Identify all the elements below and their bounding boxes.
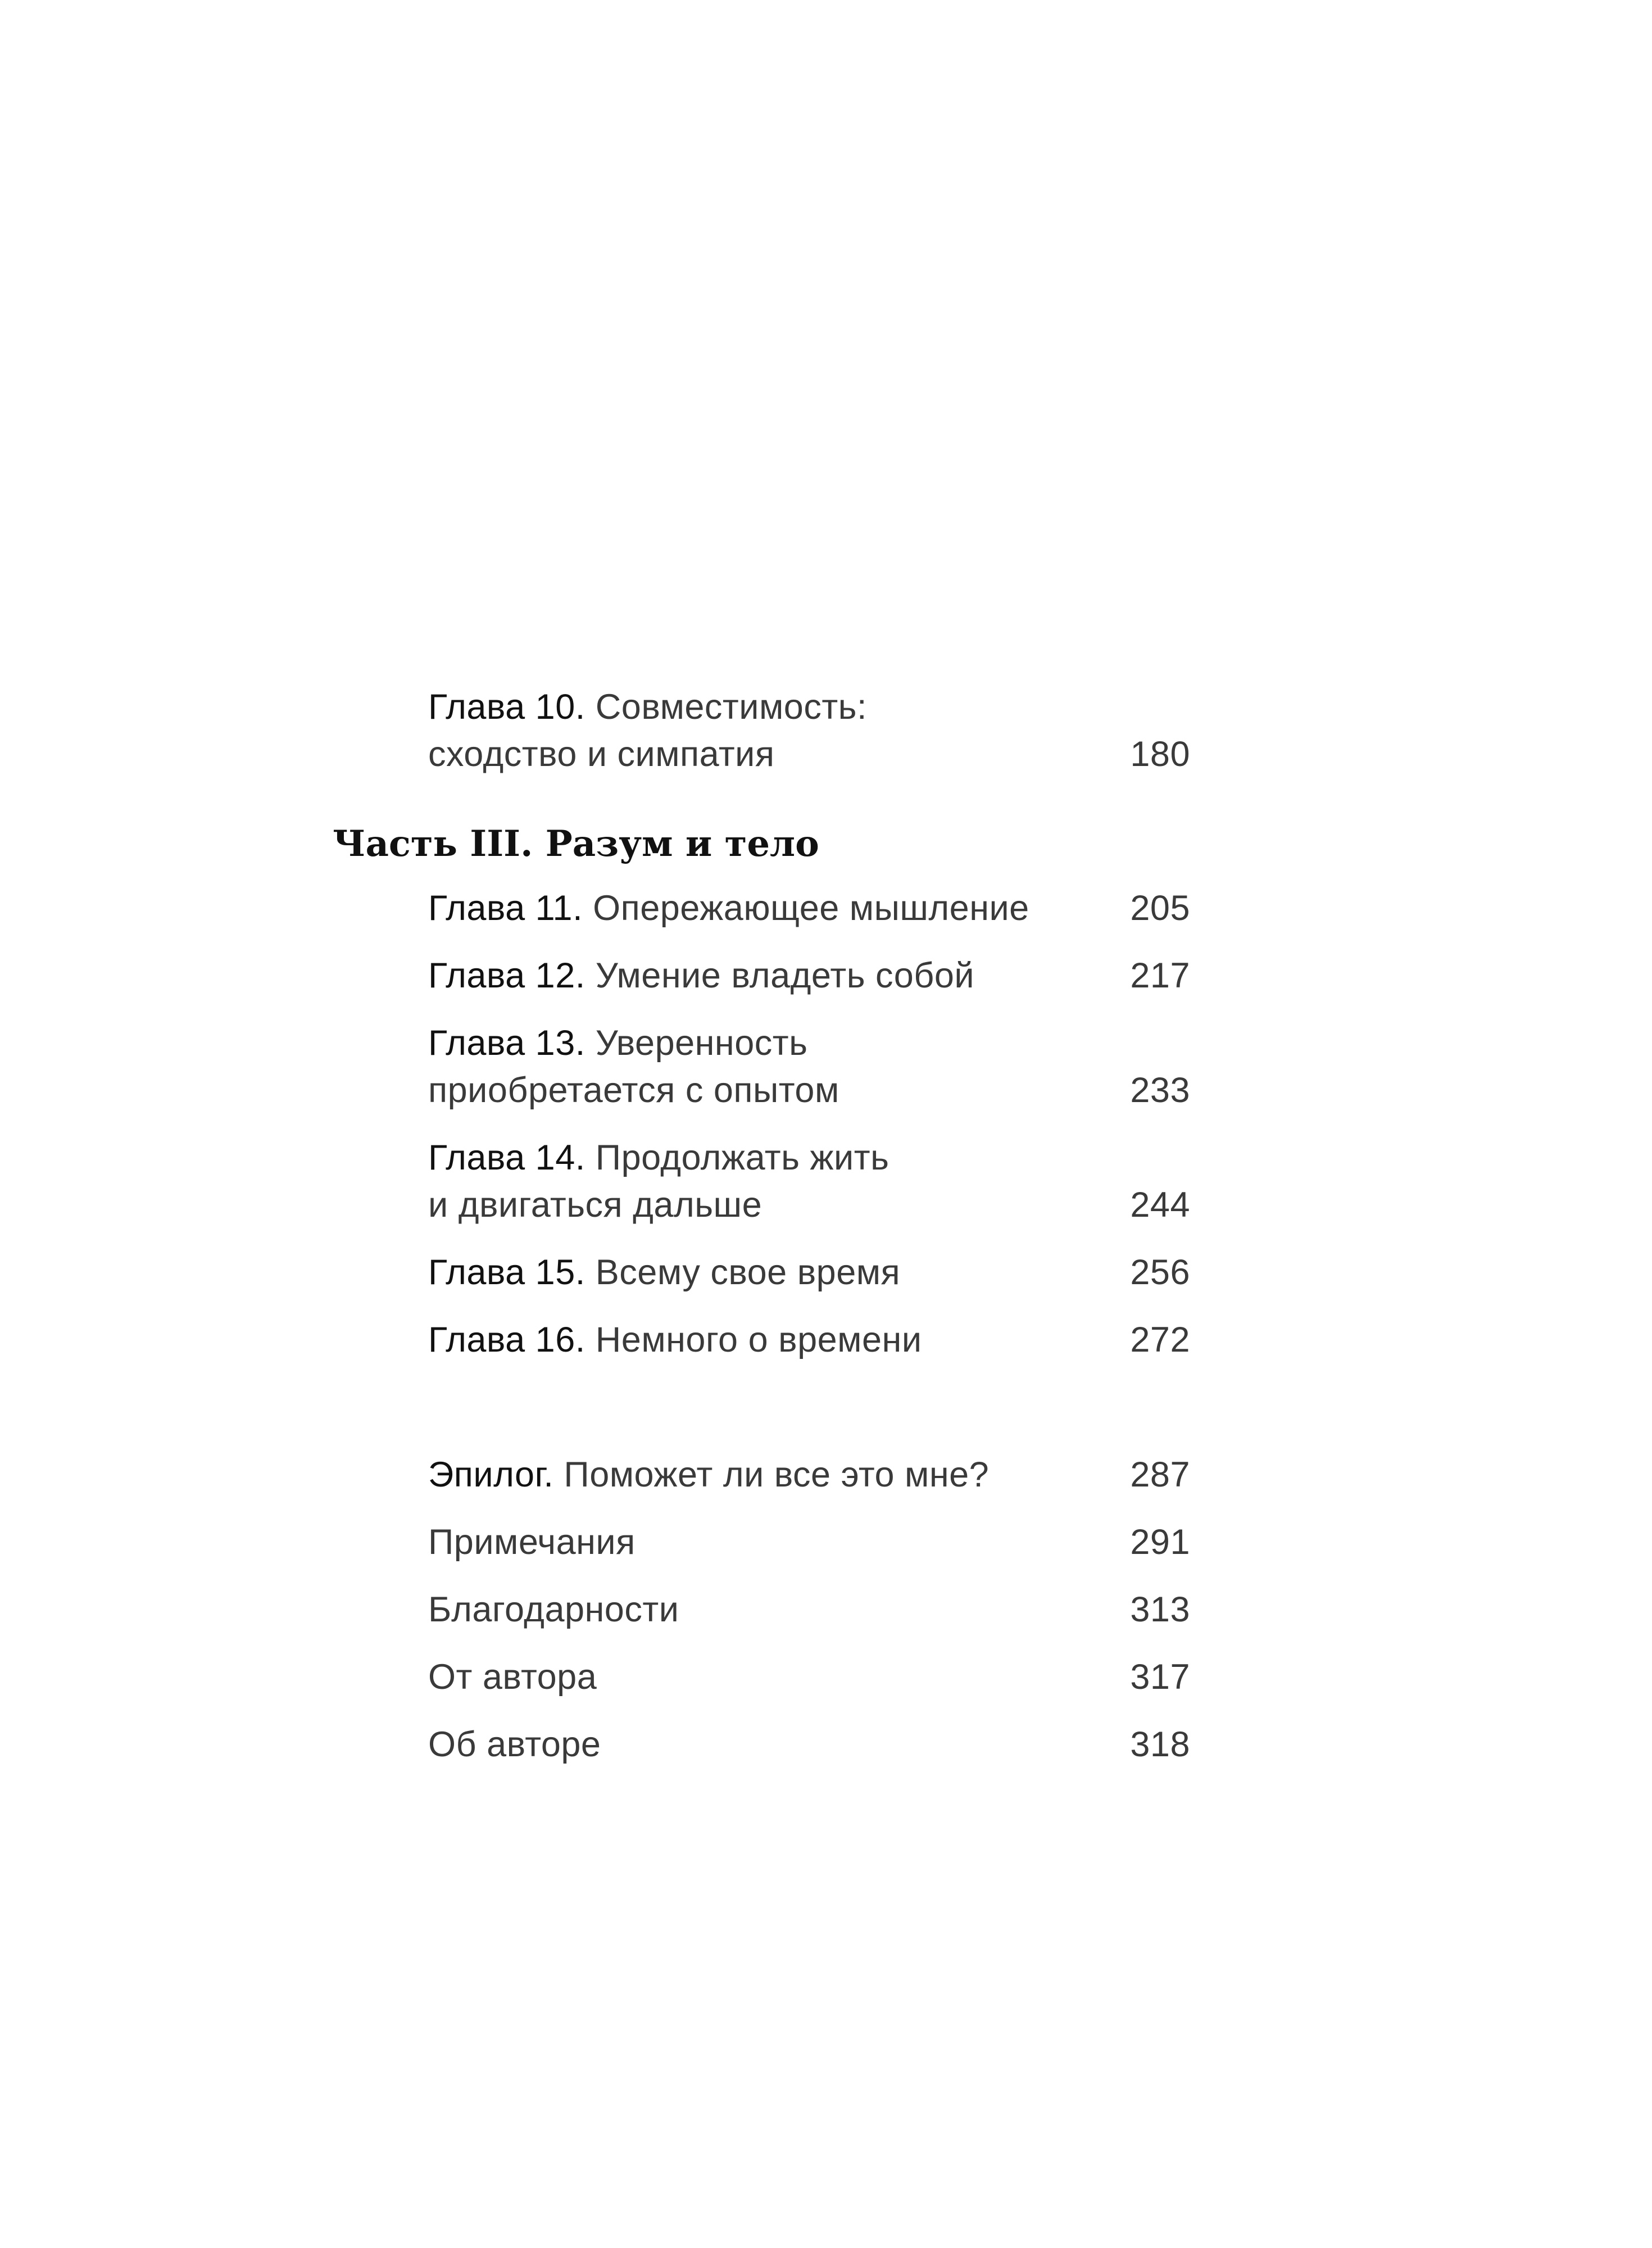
- chapter-label: Глава 11.: [428, 889, 583, 928]
- toc-entry-chapter-11[interactable]: [428, 885, 1190, 932]
- toc-entry-chapter-13[interactable]: [428, 1019, 1190, 1114]
- chapter-title-continued: и двигаться дальше: [428, 1185, 763, 1225]
- chapter-title-continued: приобретается с опытом: [428, 1071, 839, 1110]
- toc-entry-line-1: [428, 1019, 1190, 1067]
- toc-entry-epilogue[interactable]: [428, 1451, 1190, 1498]
- chapter-label: Глава 14.: [428, 1138, 586, 1177]
- page-number: 291: [1130, 1522, 1190, 1562]
- page-number: 318: [1130, 1725, 1190, 1764]
- toc-entry-chapter-14[interactable]: [428, 1134, 1190, 1229]
- page-number: 217: [1130, 956, 1190, 995]
- page-number: 180: [1130, 735, 1190, 774]
- section-title: От автора: [428, 1657, 597, 1697]
- page-number: 313: [1130, 1590, 1190, 1629]
- page-number: 287: [1130, 1455, 1190, 1494]
- chapter-title-continued: сходство и симпатия: [428, 735, 775, 774]
- toc-entry-line-1: [428, 683, 1190, 731]
- toc-entry-line-1: [428, 1316, 1190, 1363]
- chapter-title: Всему свое время: [595, 1253, 901, 1292]
- toc-entry-notes[interactable]: [428, 1519, 1190, 1566]
- toc-entry-line-1: [428, 952, 1190, 999]
- chapter-label: Эпилог.: [428, 1455, 554, 1494]
- chapter-label: Глава 10.: [428, 687, 586, 727]
- toc-entry-line-1: [428, 1249, 1190, 1296]
- chapter-title: Немного о времени: [595, 1320, 922, 1359]
- toc-entry-line-1: [428, 1134, 1190, 1181]
- section-title: Об авторе: [428, 1725, 601, 1764]
- chapter-label: Глава 16.: [428, 1320, 586, 1359]
- toc-entry-chapter-10[interactable]: [428, 683, 1190, 778]
- chapter-label: Глава 13.: [428, 1023, 586, 1063]
- toc-entry-acknowledgements[interactable]: [428, 1586, 1190, 1633]
- chapter-label: Глава 15.: [428, 1253, 586, 1292]
- chapter-title: Совместимость:: [595, 687, 868, 727]
- chapter-title: Умение владеть собой: [595, 956, 975, 995]
- chapter-title: Уверенность: [595, 1023, 808, 1063]
- toc-entry-chapter-16[interactable]: [428, 1316, 1190, 1363]
- page-number: 244: [1130, 1185, 1190, 1225]
- page-number: 205: [1130, 889, 1190, 928]
- toc-entry-line-1: [428, 885, 1190, 932]
- chapter-title: Поможет ли все это мне?: [564, 1455, 990, 1494]
- chapter-title: Опережающее мышление: [593, 889, 1029, 928]
- part-heading[interactable]: Часть III. Разум и тело: [333, 823, 819, 865]
- toc-entry-chapter-15[interactable]: [428, 1249, 1190, 1296]
- section-title: Примечания: [428, 1522, 636, 1562]
- toc-entry-line-1: [428, 1451, 1190, 1498]
- chapter-title: Продолжать жить: [595, 1138, 889, 1177]
- toc-entry-from-author[interactable]: [428, 1653, 1190, 1701]
- page-number: 272: [1130, 1320, 1190, 1359]
- toc-entry-about-author[interactable]: [428, 1721, 1190, 1768]
- section-title: Благодарности: [428, 1590, 679, 1629]
- page-number: 256: [1130, 1253, 1190, 1292]
- toc-entry-chapter-12[interactable]: [428, 952, 1190, 999]
- page-number: 233: [1130, 1071, 1190, 1110]
- chapter-label: Глава 12.: [428, 956, 586, 995]
- page-number: 317: [1130, 1657, 1190, 1697]
